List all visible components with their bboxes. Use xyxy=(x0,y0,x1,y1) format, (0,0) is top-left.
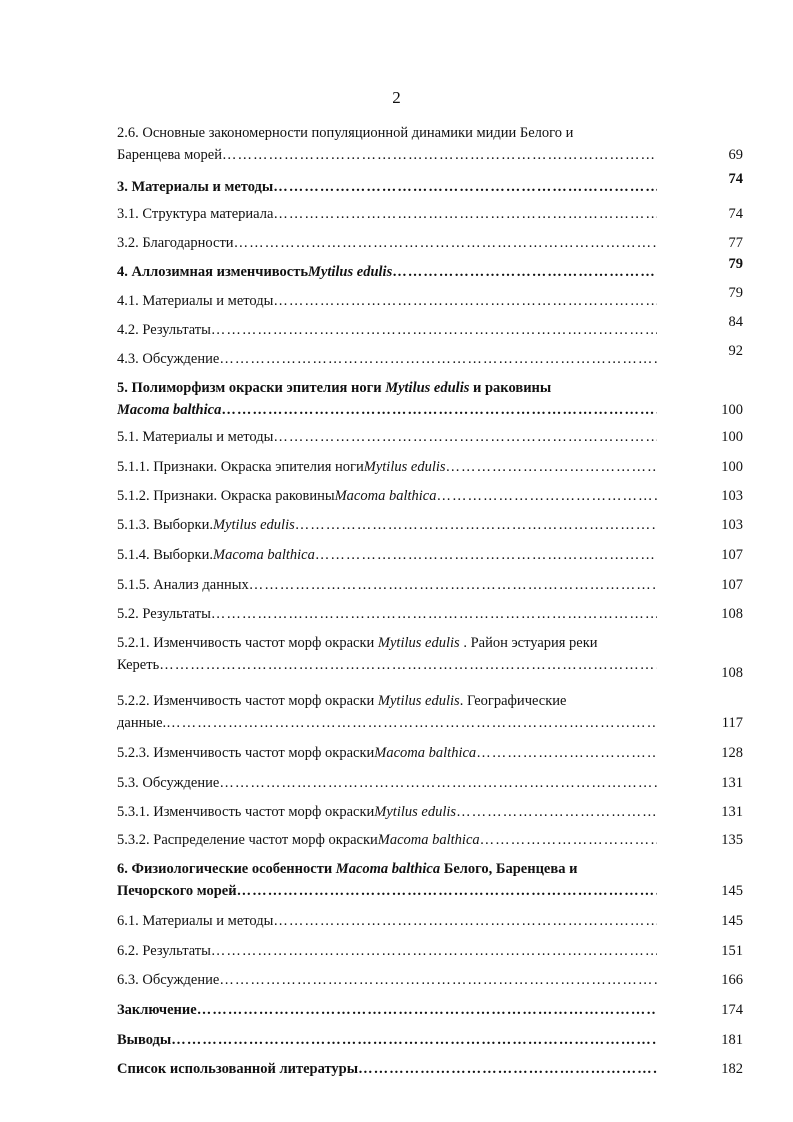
toc-page-number: 103 xyxy=(721,517,743,533)
toc-entry-2-6 xyxy=(117,122,743,166)
toc-entry-title: Баренцева морей ………………………………………………………………………………………………………………………………………………………………………… xyxy=(117,144,657,166)
toc-entry-title: 5.1. Материалы и методы ………………………………………………………………………………………………………………………………………………………………………… xyxy=(117,426,657,448)
toc-entry-3 xyxy=(117,171,743,198)
toc-page-number: 100 xyxy=(721,429,743,445)
toc-entry-5-2-3 xyxy=(117,742,743,764)
leader-dots xyxy=(221,399,657,421)
toc-entry-4-3 xyxy=(117,343,743,370)
leader-dots xyxy=(211,940,657,962)
toc-entry-first-line: 6. Физиологические особенности Macoma balthica Белого, Баренцева и xyxy=(117,861,578,877)
toc-entry-6-3 xyxy=(117,969,743,991)
leader-dots xyxy=(166,712,657,734)
toc-entry-5-3 xyxy=(117,772,743,794)
leader-dots xyxy=(211,319,657,341)
leader-dots xyxy=(237,880,657,902)
leader-dots xyxy=(211,603,657,625)
leader-dots xyxy=(219,348,657,370)
toc-page-number: 77 xyxy=(728,235,743,251)
toc-page-number: 92 xyxy=(728,343,743,359)
leader-dots xyxy=(273,176,657,198)
toc-page-number: 128 xyxy=(721,745,743,761)
toc-page-number: 74 xyxy=(728,171,743,187)
toc-entry-conclusion xyxy=(117,999,743,1021)
toc-page-number: 107 xyxy=(721,577,743,593)
toc-entry-title: 4.1. Материалы и методы ………………………………………………………………………………………………………………………………………………………………………… xyxy=(117,290,657,312)
toc-entry-references xyxy=(117,1058,743,1080)
toc-page-number: 181 xyxy=(721,1032,743,1048)
toc-entry-4-2 xyxy=(117,314,743,341)
toc-entry-title: 5.1.4. Выборки. Macoma balthica ………………………………………………………………………………………………………………………………………………………………………… xyxy=(117,544,657,566)
toc-entry-title: Список использованной литературы ………………………………………………………………………………………………………………………………………………………………………… xyxy=(117,1058,657,1080)
leader-dots xyxy=(480,829,657,851)
toc-entry-first-line: 5.2.1. Изменчивость частот морф окраски Mytilus edulis . Район эстуария реки xyxy=(117,635,598,651)
toc-entry-3-2 xyxy=(117,232,743,254)
toc-entry-title: 4.3. Обсуждение ………………………………………………………………………………………………………………………………………………………………………… xyxy=(117,348,657,370)
toc-page-number: 131 xyxy=(721,775,743,791)
toc-page-number: 108 xyxy=(721,665,743,681)
leader-dots xyxy=(476,742,657,764)
toc-entry-3-1 xyxy=(117,203,743,225)
toc-page-number: 69 xyxy=(728,147,743,163)
leader-dots xyxy=(171,1029,657,1051)
leader-dots xyxy=(358,1058,657,1080)
toc-page-number: 135 xyxy=(721,832,743,848)
toc-page-number: 151 xyxy=(721,943,743,959)
toc-entry-6-1 xyxy=(117,910,743,932)
toc-entry-5-2 xyxy=(117,603,743,625)
leader-dots xyxy=(234,232,657,254)
toc-entry-title: 3.1. Структура материала ………………………………………………………………………………………………………………………………………………………………………… xyxy=(117,203,657,225)
toc-page-number: 79 xyxy=(728,285,743,301)
toc-entry-title: Печорского морей ………………………………………………………………………………………………………………………………………………………………………… xyxy=(117,880,657,902)
toc-page-number: 117 xyxy=(721,715,743,731)
toc-entry-findings xyxy=(117,1029,743,1051)
toc-entry-5-3-2 xyxy=(117,829,743,851)
toc-entry-5-1-5 xyxy=(117,574,743,596)
toc-entry-title: 4. Аллозимная изменчивость Mytilus edulis ………………………………………………………………………………………………………………………………………………………………………… xyxy=(117,261,657,283)
toc-entry-title: 5.3. Обсуждение ………………………………………………………………………………………………………………………………………………………………………… xyxy=(117,772,657,794)
toc-page-number: 108 xyxy=(721,606,743,622)
toc-page-number: 145 xyxy=(721,883,743,899)
toc-entry-title: 3.2. Благодарности ………………………………………………………………………………………………………………………………………………………………………… xyxy=(117,232,657,254)
page-number: 2 xyxy=(392,88,401,107)
leader-dots xyxy=(273,910,657,932)
toc-entry-5-2-1 xyxy=(117,632,743,681)
toc-page-number: 84 xyxy=(728,314,743,330)
toc-entry-4 xyxy=(117,256,743,283)
toc-entry-title: Заключение ………………………………………………………………………………………………………………………………………………………………………… xyxy=(117,999,657,1021)
toc-entry-title: 5.1.3. Выборки. Mytilus edulis ………………………………………………………………………………………………………………………………………………………………………… xyxy=(117,514,657,536)
toc-entry-title: 5.2. Результаты ………………………………………………………………………………………………………………………………………………………………………… xyxy=(117,603,657,625)
toc-page-number: 100 xyxy=(721,402,743,418)
leader-dots xyxy=(392,261,657,283)
leader-dots xyxy=(222,144,657,166)
toc-entry-title: Выводы ………………………………………………………………………………………………………………………………………………………………………… xyxy=(117,1029,657,1051)
leader-dots xyxy=(456,801,657,823)
leader-dots xyxy=(273,426,657,448)
toc-entry-title: данные. ………………………………………………………………………………………………………………………………………………………………………… xyxy=(117,712,657,734)
toc-entry-4-1 xyxy=(117,285,743,312)
leader-dots xyxy=(295,514,657,536)
leader-dots xyxy=(159,654,657,676)
toc-entry-5-1-2 xyxy=(117,485,743,507)
toc-entry-5-1-4 xyxy=(117,544,743,566)
toc-entry-first-line: 2.6. Основные закономерности популяционной динамики мидии Белого и xyxy=(117,125,574,141)
leader-dots xyxy=(249,574,657,596)
leader-dots xyxy=(197,999,657,1021)
leader-dots xyxy=(219,969,657,991)
toc-entry-title: Кереть ………………………………………………………………………………………………………………………………………………………………………… xyxy=(117,654,657,676)
toc-entry-title: 5.2.3. Изменчивость частот морф окраски Macoma balthica ………………………………………………………………………………………………………………………………………………………………………… xyxy=(117,742,657,764)
toc-entry-title: 6.1. Материалы и методы ………………………………………………………………………………………………………………………………………………………………………… xyxy=(117,910,657,932)
leader-dots xyxy=(273,290,657,312)
toc-entry-5 xyxy=(117,377,743,421)
toc-entry-5-1-3 xyxy=(117,514,743,536)
toc-page-number: 107 xyxy=(721,547,743,563)
toc-entry-5-1 xyxy=(117,426,743,448)
toc-entry-first-line: 5. Полиморфизм окраски эпителия ноги Mytilus edulis и раковины xyxy=(117,380,552,396)
toc-page-number: 145 xyxy=(721,913,743,929)
toc-page-number: 131 xyxy=(721,804,743,820)
toc-page-number: 182 xyxy=(721,1061,743,1077)
toc-entry-title: 5.1.1. Признаки. Окраска эпителия ноги Mytilus edulis ………………………………………………………………………………………………………………………………………………………………………… xyxy=(117,456,657,478)
leader-dots xyxy=(436,485,657,507)
toc-entry-5-1-1 xyxy=(117,456,743,478)
toc-entry-title: 6.3. Обсуждение ………………………………………………………………………………………………………………………………………………………………………… xyxy=(117,969,657,991)
toc-entry-title: 4.2. Результаты ………………………………………………………………………………………………………………………………………………………………………… xyxy=(117,319,657,341)
toc-entry-first-line: 5.2.2. Изменчивость частот морф окраски Mytilus edulis. Географические xyxy=(117,693,567,709)
leader-dots xyxy=(273,203,657,225)
toc-page-number: 100 xyxy=(721,459,743,475)
toc-page-number: 79 xyxy=(728,256,743,272)
leader-dots xyxy=(446,456,657,478)
toc-entry-6 xyxy=(117,858,743,902)
toc-entry-title: 5.1.5. Анализ данных ………………………………………………………………………………………………………………………………………………………………………… xyxy=(117,574,657,596)
toc-entry-title: 3. Материалы и методы ………………………………………………………………………………………………………………………………………………………………………… xyxy=(117,176,657,198)
toc-page-number: 74 xyxy=(728,206,743,222)
toc-entry-title: Macoma balthica ………………………………………………………………………………………………………………………………………………………………………… xyxy=(117,399,657,421)
toc-entry-5-2-2 xyxy=(117,690,743,734)
toc-entry-5-3-1 xyxy=(117,801,743,823)
toc-entry-6-2 xyxy=(117,940,743,962)
leader-dots xyxy=(219,772,657,794)
toc-entry-title: 6.2. Результаты ………………………………………………………………………………………………………………………………………………………………………… xyxy=(117,940,657,962)
toc-page-number: 166 xyxy=(721,972,743,988)
toc-page-number: 103 xyxy=(721,488,743,504)
toc-entry-title: 5.3.1. Изменчивость частот морф окраски Mytilus edulis ………………………………………………………………………………………………………………………………………………………………………… xyxy=(117,801,657,823)
toc-entry-title: 5.3.2. Распределение частот морф окраски Macoma balthica ………………………………………………………………………………………………………………………………………………………………………… xyxy=(117,829,657,851)
toc-entry-title: 5.1.2. Признаки. Окраска раковины Macoma balthica ………………………………………………………………………………………………………………………………………………………………………… xyxy=(117,485,657,507)
toc-page-number: 174 xyxy=(721,1002,743,1018)
leader-dots xyxy=(315,544,657,566)
